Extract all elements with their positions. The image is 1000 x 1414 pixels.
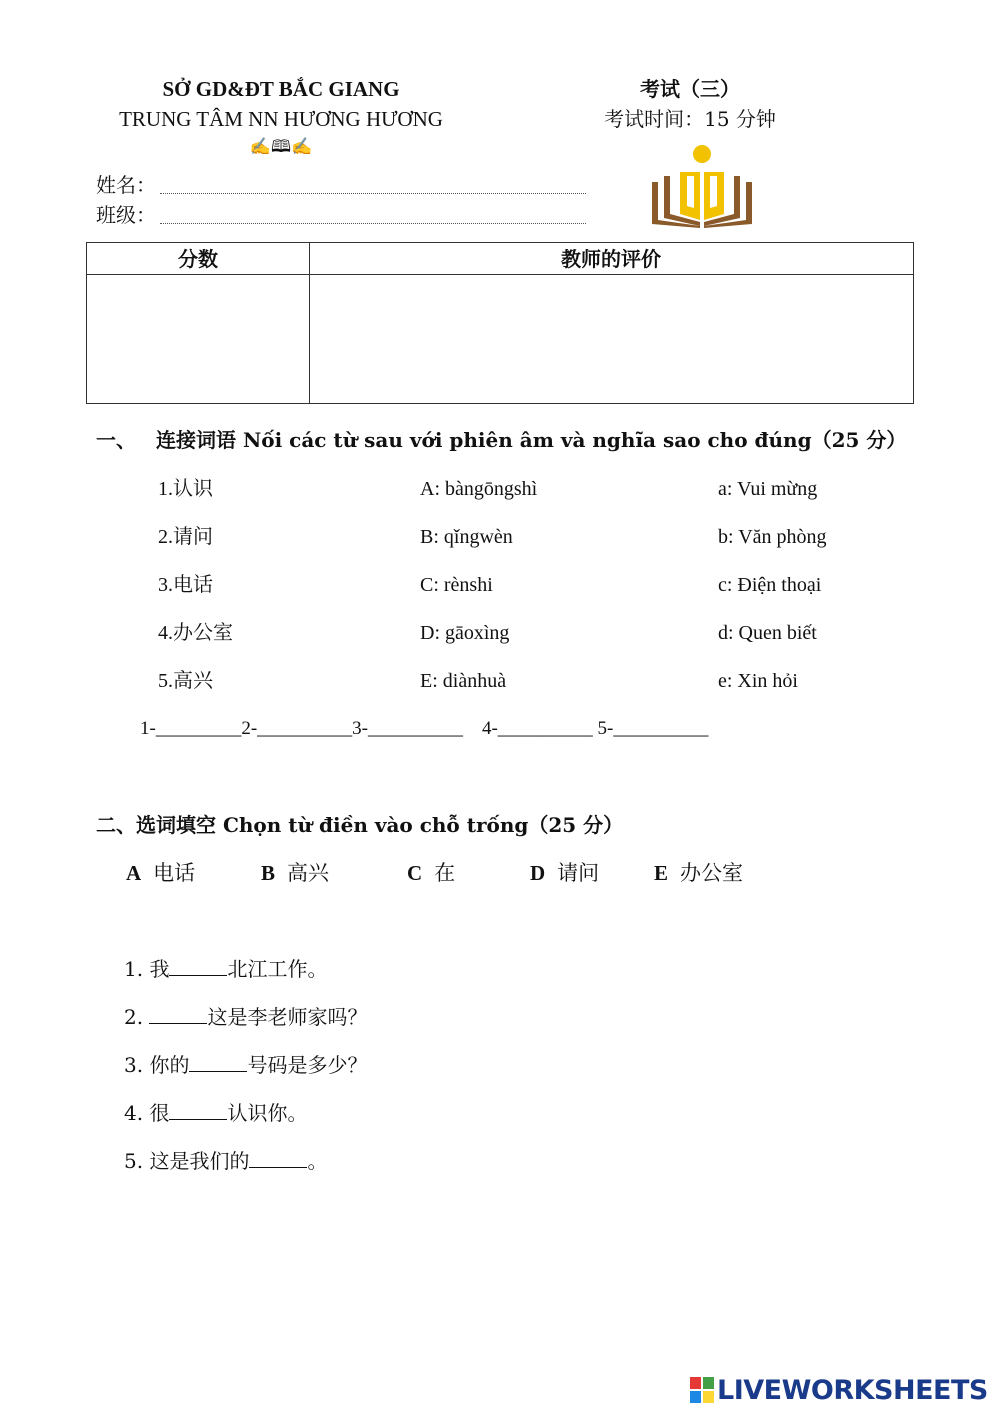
option-d [530, 858, 599, 888]
class-field[interactable] [160, 207, 586, 224]
sentence-before: 很 [149, 1101, 170, 1125]
sentence-after: 认识你。 [227, 1101, 308, 1125]
option-e [654, 858, 743, 888]
section1-title: 连接词语 Nối các từ sau với phiên âm và nghĩa sao cho đúng（25 分） [156, 428, 907, 452]
class-label: 班级： [96, 202, 156, 227]
option-word: 请问 [557, 861, 600, 885]
sentence-4 [124, 1098, 307, 1128]
score-header: 分数 [178, 247, 218, 271]
sentence-number: 3. [124, 1053, 144, 1077]
school-line: SỞ GD&ĐT BẮC GIANG [162, 77, 400, 101]
sentence-number: 5. [124, 1149, 144, 1173]
pinyin-b: B: qǐngwèn [420, 526, 513, 548]
pinyin-c: C: rènshi [420, 574, 493, 596]
score-table [86, 242, 914, 404]
center-line: TRUNG TÂM NN HƯƠNG HƯƠNG [119, 107, 443, 131]
sentence-before: 你的 [149, 1053, 190, 1077]
option-a [126, 858, 195, 888]
exam-header [570, 74, 810, 134]
sentence-after: 这是李老师家吗？ [207, 1005, 368, 1029]
word-1: 1.认识 [158, 478, 213, 500]
word-3: 3.电话 [158, 574, 213, 596]
sentence-before: 我 [149, 957, 170, 981]
pinyin-e: E: diànhuà [420, 670, 507, 692]
section1-number: 一、 [96, 428, 136, 452]
class-field-row [96, 198, 586, 228]
meaning-d: d: Quen biết [718, 622, 817, 644]
score-cell[interactable] [87, 276, 309, 402]
sentence-before: 这是我们的 [149, 1149, 250, 1173]
meaning-c: c: Điện thoại [718, 574, 822, 596]
comment-header: 教师的评价 [561, 247, 661, 271]
liveworksheets-logo-icon [690, 1377, 714, 1403]
center-logo [650, 142, 754, 228]
sentence-number: 1. [124, 957, 144, 981]
liveworksheets-watermark [690, 1372, 990, 1408]
match-answer-line[interactable]: 1-_________2-__________3-__________ 4-__________ 5-__________ [140, 718, 709, 739]
option-letter: D [530, 861, 546, 885]
exam-title: 考试（三） [640, 77, 740, 101]
option-word: 办公室 [680, 861, 744, 885]
comment-cell[interactable] [311, 276, 911, 402]
word-4: 4.办公室 [158, 622, 233, 644]
ornament-icon: ✍🕮✍ [249, 137, 313, 157]
sentence-after: 北江工作。 [227, 957, 328, 981]
option-letter: B [261, 861, 276, 885]
blank-2[interactable] [149, 1003, 207, 1024]
meaning-a: a: Vui mừng [718, 478, 818, 500]
blank-1[interactable] [169, 955, 227, 976]
option-letter: A [126, 861, 142, 885]
name-label: 姓名： [96, 172, 156, 197]
pinyin-d: D: gāoxìng [420, 622, 510, 644]
name-field[interactable] [160, 177, 586, 194]
option-word: 在 [434, 861, 456, 885]
blank-5[interactable] [249, 1147, 307, 1168]
meaning-e: e: Xin hỏi [718, 670, 798, 692]
word-2: 2.请问 [158, 526, 213, 548]
sentence-number: 4. [124, 1101, 144, 1125]
school-header [86, 74, 476, 160]
pinyin-a: A: bàngōngshì [420, 478, 538, 500]
watermark-text: LIVEWORKSHEETS [717, 1374, 988, 1406]
meaning-b: b: Văn phòng [718, 526, 827, 548]
sentence-1 [124, 954, 327, 984]
exam-time: 考试时间：15 分钟 [604, 107, 776, 131]
section2-title: 二、选词填空 Chọn từ điền vào chỗ trống（25 分） [96, 813, 624, 837]
blank-3[interactable] [189, 1051, 247, 1072]
option-letter: C [407, 861, 423, 885]
word-5: 5.高兴 [158, 670, 213, 692]
option-word: 高兴 [287, 861, 330, 885]
name-field-row [96, 168, 586, 198]
option-b [261, 858, 329, 888]
sentence-after: 号码是多少？ [247, 1053, 368, 1077]
sentence-number: 2. [124, 1005, 144, 1029]
sentence-2 [124, 1002, 367, 1032]
option-c [407, 858, 455, 888]
sentence-3 [124, 1050, 367, 1080]
sentence-5 [124, 1146, 327, 1176]
blank-4[interactable] [169, 1099, 227, 1120]
sentence-after: 。 [307, 1149, 328, 1173]
option-word: 电话 [153, 861, 196, 885]
option-letter: E [654, 861, 669, 885]
logo-head [693, 145, 711, 163]
